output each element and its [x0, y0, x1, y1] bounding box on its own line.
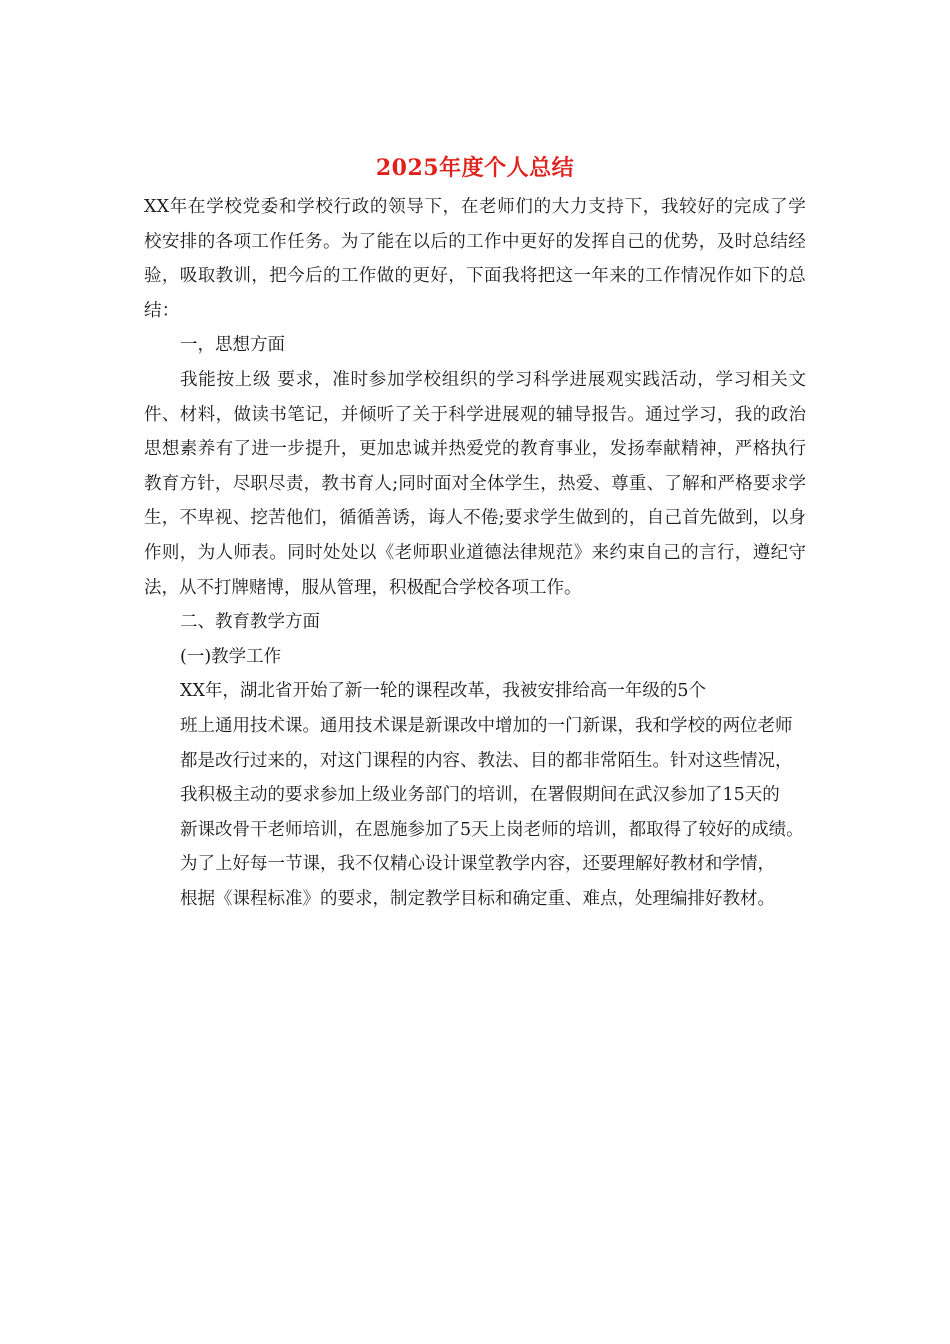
document-title: 2025年度个人总结	[375, 155, 575, 181]
section-heading-education: 二、教育教学方面	[180, 612, 320, 633]
intro-paragraph: XX年在学校党委和学校行政的领导下，在老师们的大力支持下，我较好的完成了学校安排的各项工作任务。为了能在以后的工作中更好的发挥自己的优势，及时总结经验，吸取教训，把今后的工作做的更好，下面我将把这一年来的工作情况作如下的总结：	[144, 197, 806, 321]
teaching-paragraph-6: 为了上好每一节课，我不仅精心设计课堂教学内容，还要理解好教材和学情，	[180, 854, 775, 875]
teaching-paragraph-7: 根据《课程标准》的要求，制定教学目标和确定重、难点，处理编排好教材。	[180, 888, 775, 909]
ideology-paragraph: 我能按上级 要求，准时参加学校组织的学习科学进展观实践活动，学习相关文件、材料，做读书笔记，并倾听了关于科学进展观的辅导报告。通过学习，我的政治思想素养有了进一步提升，更加忠诚并热爱党的教育事业，发扬奉献精神，严格执行教育方针，尽职尽责，教书育人;同时面对全体学生，热爱、尊重、了解和严格要求学生，不卑视、挖苦他们，循循善诱，诲人不倦;要求学生做到的，自己首先做到，以身作则，为人师表。同时处处以《老师职业道德法律规范》来约束自己的言行，遵纪守法，从不打牌赌博，服从管理，积极配合学校各项工作。	[144, 369, 806, 598]
subsection-heading-teaching: (一)教学工作	[180, 646, 282, 667]
teaching-paragraph-5: 新课改骨干老师培训，在恩施参加了5天上岗老师的培训，都取得了较好的成绩。	[180, 819, 804, 840]
document-page	[144, 150, 806, 916]
section-heading-ideology: 一，思想方面	[180, 335, 285, 356]
teaching-paragraph-1: XX年，湖北省开始了新一轮的课程改革，我被安排给高一年级的5个	[180, 681, 707, 702]
teaching-paragraph-4: 我积极主动的要求参加上级业务部门的培训，在署假期间在武汉参加了15天的	[180, 785, 780, 806]
teaching-paragraph-3: 都是改行过来的，对这门课程的内容、教法、目的都非常陌生。针对这些情况，	[180, 750, 793, 771]
teaching-paragraph-2: 班上通用技术课。通用技术课是新课改中增加的一门新课，我和学校的两位老师	[180, 715, 793, 736]
